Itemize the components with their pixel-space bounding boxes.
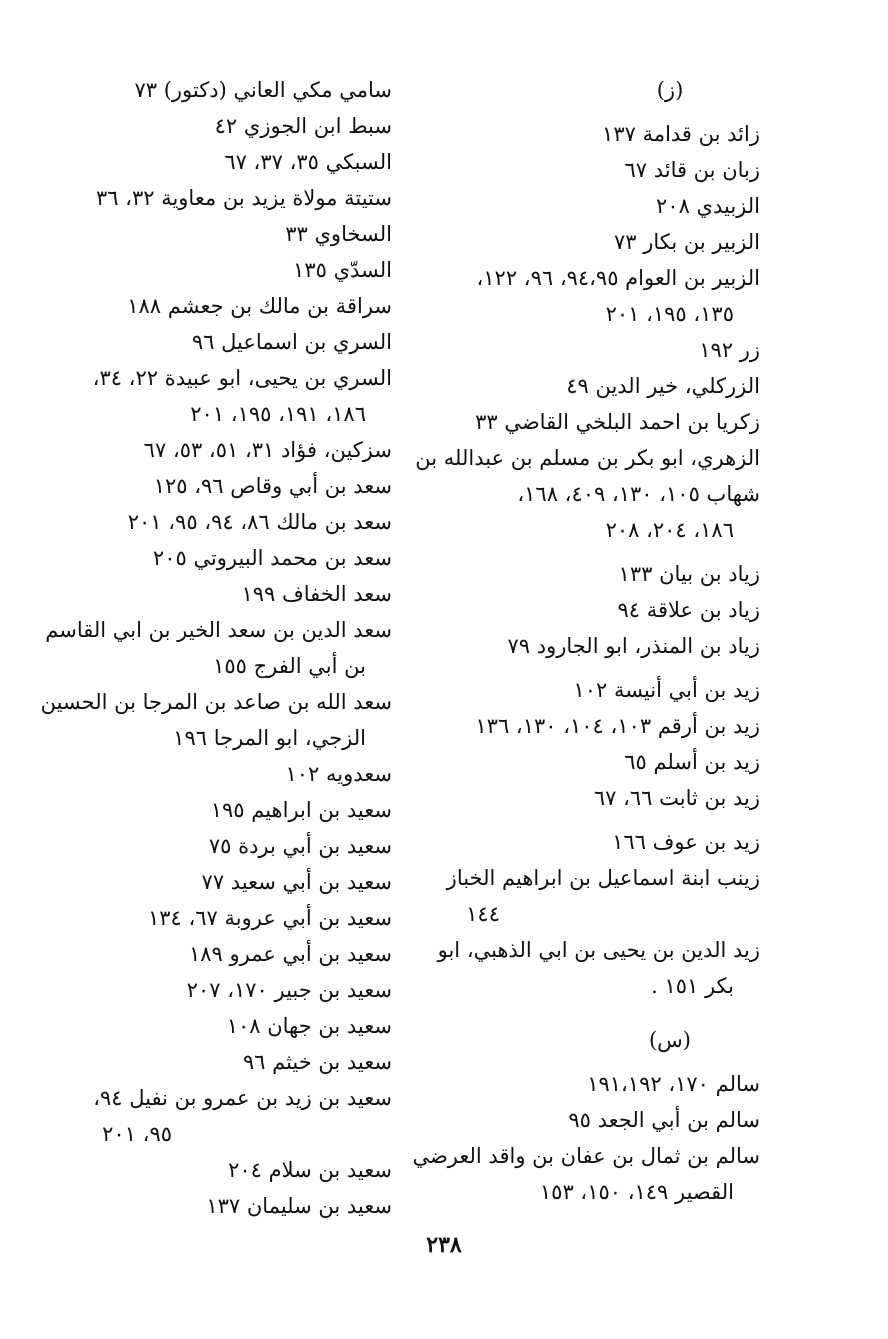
index-entry: سعيد بن سليمان ١٣٧ [206, 1194, 392, 1218]
index-entry: سعيد بن أبي عروبة ٦٧، ١٣٤ [147, 906, 392, 930]
entry-continuation: ٩٥، ٢٠١ [102, 1122, 172, 1146]
index-entry: السخاوي ٣٣ [285, 222, 392, 246]
index-entry: سالم ١٧٠، ١٩١،١٩٢ [587, 1072, 760, 1096]
index-entry: سعيد بن أبي بردة ٧٥ [208, 834, 392, 858]
index-entry: السري بن اسماعيل ٩٦ [191, 330, 392, 354]
index-entry: زيد الدين بن يحيى بن ابي الذهبي، ابو بكر ١٥١ . [440, 932, 760, 1004]
index-entry: زيد بن ثابت ٦٦، ٦٧ [593, 786, 760, 810]
entry-continuation: ١٨٦، ١٩١، ١٩٥، ٢٠١ [190, 402, 366, 426]
index-entry: الزركلي، خير الدين ٤٩ [566, 374, 760, 398]
index-entry: زائد بن قدامة ١٣٧ [602, 122, 760, 146]
index-entry: الزهري، ابو بكر بن مسلم بن عبدالله بن شهاب ١٠٥، ١٣٠، ٤٠٩، ١٦٨، [440, 440, 760, 512]
index-entry: الزبير بن العوام ٩٤،٩٥، ٩٦، ١٢٢، ١٣٥، ١٩٥، ٢٠١ [440, 260, 760, 332]
entry-continuation: الزجي، ابو المرجا ١٩٦ [173, 726, 366, 750]
index-entry: سعيد بن ابراهيم ١٩٥ [210, 798, 392, 822]
index-entry: ١٨٦، ٢٠٤، ٢٠٨ [605, 518, 734, 542]
index-entry: سعيد بن أبي سعيد ٧٧ [201, 870, 392, 894]
index-entry: ستيتة مولاة يزيد بن معاوية ٣٢، ٣٦ [95, 186, 392, 210]
index-entry: سعد بن أبي وقاص ٩٦، ١٢٥ [153, 474, 392, 498]
index-entry: سعد الله بن صاعد بن المرجا بن الحسين الزجي، ابو المرجا ١٩٦ [72, 684, 392, 756]
index-entry: السدّي ١٣٥ [293, 258, 392, 282]
index-entry: سعيد بن سلام ٢٠٤ [228, 1158, 392, 1182]
entry-continuation: بكر ١٥١ . [651, 974, 734, 998]
entry-continuation: بن أبي الفرج ١٥٥ [213, 654, 366, 678]
index-entry: زكريا بن احمد البلخي القاضي ٣٣ [475, 410, 760, 434]
entry-group-d [437, 824, 760, 1004]
index-entry: سعد الدين بن سعد الخير بن ابي القاسم بن أبي الفرج ١٥٥ [72, 612, 392, 684]
entry-group-b [440, 556, 760, 664]
section-heading-sin: (س) [648, 1028, 692, 1052]
entry-continuation: شهاب ١٠٥، ١٣٠، ٤٠٩، ١٦٨، [517, 482, 760, 506]
index-entry: زر ١٩٢ [699, 338, 760, 362]
entry-continuation: القصير ١٤٩، ١٥٠، ١٥٣ [539, 1180, 734, 1204]
index-entry: زيد بن أبي أنيسة ١٠٢ [573, 678, 760, 702]
index-entry: سبط ابن الجوزي ٤٢ [214, 114, 392, 138]
index-entry: سراقة بن مالك بن جعشم ١٨٨ [127, 294, 392, 318]
index-entry: سعيد بن زيد بن عمرو بن نفيل ٩٤، ٩٥، ٢٠١ [72, 1080, 392, 1152]
entry-continuation: ١٤٤ [466, 902, 500, 926]
index-entry: زيد بن أرقم ١٠٣، ١٠٤، ١٣٠، ١٣٦ [475, 714, 760, 738]
index-entry: السري بن يحيى، ابو عبيدة ٢٢، ٣٤، ١٨٦، ١٩١، ١٩٥، ٢٠١ [72, 360, 392, 432]
index-entry: زياد بن علاقة ٩٤ [617, 598, 760, 622]
index-entry: الزبيدي ٢٠٨ [656, 194, 760, 218]
index-entry: زيد بن أسلم ٦٥ [624, 750, 760, 774]
index-entry: سعدويه ١٠٢ [285, 762, 392, 786]
index-entry: سعيد بن جهان ١٠٨ [226, 1014, 392, 1038]
index-entry: سعيد بن خيثم ٩٦ [242, 1050, 392, 1074]
index-entry: زينب ابنة اسماعيل بن ابراهيم الخباز ١٤٤ [440, 860, 760, 932]
index-entry: سعيد بن أبي عمرو ١٨٩ [188, 942, 392, 966]
index-entry: السبكي ٣٥، ٣٧، ٦٧ [224, 150, 392, 174]
entry-group-e [412, 1066, 760, 1210]
right-column [412, 72, 760, 1210]
index-entry: الزبير بن بكار ٧٣ [614, 230, 760, 254]
index-entry: سزكين، فؤاد ٣١، ٥١، ٥٣، ٦٧ [143, 438, 392, 462]
page-number: ٢٣٨ [426, 1232, 462, 1258]
index-entry: زياد بن بيان ١٣٣ [618, 562, 760, 586]
index-entry: زيد بن عوف ١٦٦ [612, 830, 760, 854]
index-entry: سالم بن أبي الجعد ٩٥ [568, 1108, 760, 1132]
index-entry: سعيد بن جبير ١٧٠، ٢٠٧ [186, 978, 392, 1002]
index-entry: سعد بن مالك ٨٦، ٩٤، ٩٥، ٢٠١ [127, 510, 392, 534]
entry-group-a [415, 116, 760, 548]
entry-group-c [440, 672, 760, 816]
entry-continuation: ١٣٥، ١٩٥، ٢٠١ [605, 302, 734, 326]
index-entry: زياد بن المنذر، ابو الجارود ٧٩ [507, 634, 760, 658]
left-column [40, 72, 392, 1224]
index-entry: سعد بن محمد البيروتي ٢٠٥ [152, 546, 392, 570]
index-entry: سعد الخفاف ١٩٩ [241, 582, 392, 606]
section-heading-zay: (ز) [656, 78, 684, 102]
index-entry: سامي مكي العاني (دكتور) ٧٣ [134, 78, 392, 102]
index-entry: سالم بن ثمال بن عفان بن واقد العرضي القصير ١٤٩، ١٥٠، ١٥٣ [440, 1138, 760, 1210]
index-entry: زبان بن قائد ٦٧ [624, 158, 760, 182]
